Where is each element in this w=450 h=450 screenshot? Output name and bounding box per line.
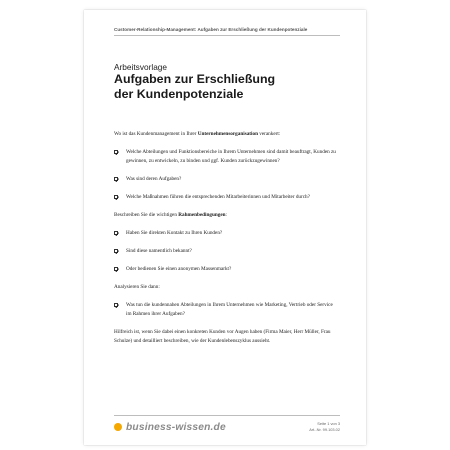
document-page [84,10,366,445]
intro-text-end: verankert: [257,131,281,137]
checklist-item-text: Oder bedienen Sie einen anonymen Massenmarkt? [126,266,232,272]
brand-logo [114,420,226,434]
conditions-emphasis: Rahmenbedingungen [178,212,226,218]
analyze-label: Analysieren Sie dann: [114,284,160,290]
checkbox-icon [114,267,118,271]
brand-dot-icon [114,423,122,431]
checklist-item-text: Sind diese namentlich bekannt? [126,248,192,254]
intro-text: Wo ist das Kundenmanagement in Ihrer [114,131,198,137]
document-kicker: Arbeitsvorlage [114,62,168,72]
page-number: Seite 1 von 3 [317,421,340,426]
header-divider [114,35,340,36]
checklist-item [114,175,336,184]
checkbox-icon [114,195,118,199]
footer-meta [309,421,340,433]
checkbox-icon [114,150,118,154]
brand-name: business-wissen.de [126,421,226,433]
checklist-item-text: Welche Maßnahmen führen die entsprechenden Mitarbeiterinnen und Mitarbeiter durch? [126,194,310,200]
checklist-item [114,148,336,166]
footer-divider [114,415,340,416]
title-line-2: der Kundenpotenziale [114,86,244,101]
intro-paragraph [114,130,336,139]
closing-paragraph: Hilfreich ist, wenn Sie dabei einen konkreten Kunden vor Augen haben (Firma Maier, Herr Müller, Frau Schulze) und detailliert beschreiben, wie der Kundenlebenszyklus aussieht. [114,329,331,344]
checklist-item-text: Haben Sie direkten Kontakt zu Ihren Kunden? [126,230,223,236]
conditions-text-end: : [225,212,227,218]
checklist-item [114,229,336,238]
checkbox-icon [114,303,118,307]
checkbox-icon [114,249,118,253]
conditions-text: Beschreiben Sie die wichtigen [114,212,179,218]
title-line-1: Aufgaben zur Erschließung [114,72,276,86]
checklist-item [114,301,336,319]
checklist-item [114,193,336,202]
checkbox-icon [114,177,118,181]
checkbox-icon [114,231,118,235]
checklist-item [114,247,336,256]
article-number: Art.-Nr. 99.103.02 [309,426,340,432]
document-body [114,130,336,355]
checklist-item-text: Was tun die kundennahen Abteilungen in Ihrem Unternehmen wie Marketing, Vertrieb oder Service im Rahmen ihrer Aufgaben? [126,302,333,317]
checklist-item-text: Was sind deren Aufgaben? [126,176,182,182]
running-header: Customer-Relationship-Management: Aufgaben zur Erschließung der Kundenpotenziale [114,27,308,32]
intro-emphasis: Unternehmensorganisation [197,131,258,137]
checklist-item-text: Welche Abteilungen und Funktionsbereiche in Ihrem Unternehmen sind damit beauftragt, Kunden zu gewinnen, zu entwickeln, zu binden und ggf. Kunden zurückzugewinnen? [126,149,336,164]
document-title [114,72,340,101]
checklist-item [114,265,336,274]
conditions-paragraph [114,211,336,220]
